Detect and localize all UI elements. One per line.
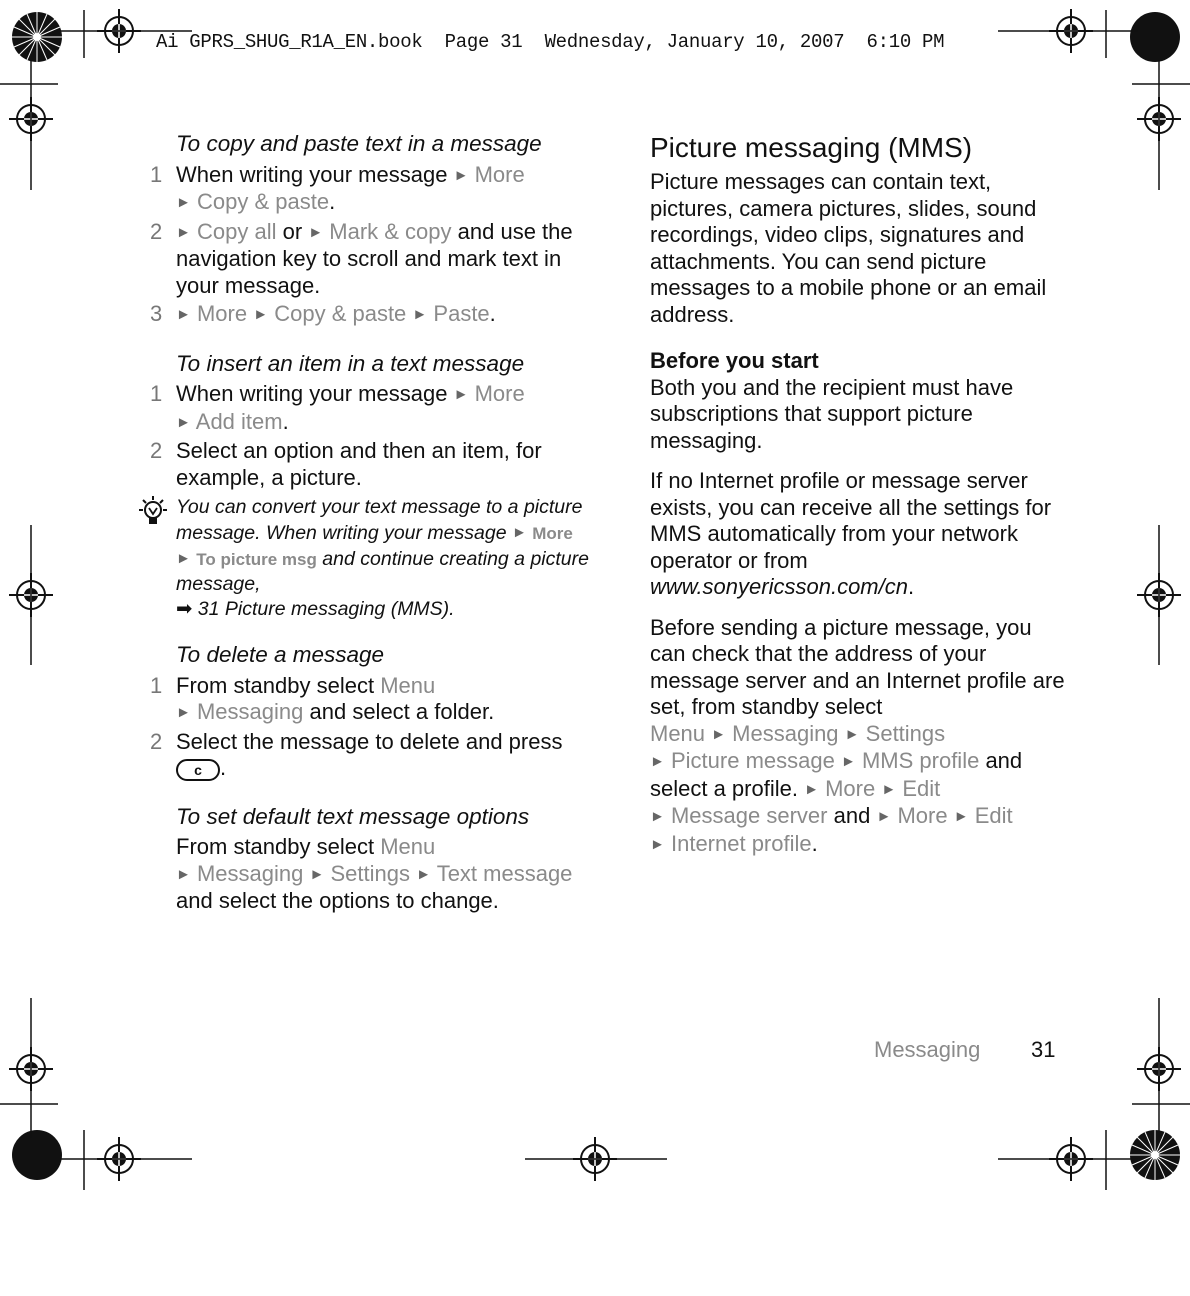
default-options-text: From standby select Menu ► Messaging ► Settings ► Text message and select the options to change. [176, 834, 573, 913]
section-title-copy-paste: To copy and paste text in a message [176, 131, 542, 156]
tip-note [136, 495, 590, 622]
paragraph: If no Internet profile or message server exists, you can receive all the settings for MMS automatically from your network operator or from www.sonyericsson.com/cn. [650, 468, 1052, 599]
step-text: From standby select Menu ► Messaging and select a folder. [176, 672, 495, 724]
step-number: 1 [150, 672, 163, 698]
step-text: ► More ► Copy & paste ► Paste. [176, 301, 496, 326]
left-column [150, 131, 590, 915]
step-text: Select the message to delete and press c . [176, 728, 563, 780]
step-text: When writing your message ► More ► Add item. [176, 381, 525, 434]
print-header: Ai GPRS_SHUG_R1A_EN.book Page 31 Wednesday, January 10, 2007 6:10 PM [156, 31, 945, 53]
step-text: ► Copy all or ► Mark & copy and use the navigation key to scroll and mark text in your message. [176, 218, 573, 298]
list-item [150, 729, 590, 782]
list-item [150, 673, 590, 727]
section-title-insert-item: To insert an item in a text message [176, 350, 525, 376]
intro-paragraph: Picture messages can contain text, pictures, camera pictures, slides, sound recordings, video clips, signatures and attachments. You can send picture messages to a mobile phone or an email address. [650, 169, 1047, 327]
list-item [150, 381, 590, 436]
list-item [150, 301, 590, 329]
page-title: Picture messaging (MMS) [650, 132, 973, 163]
section-title-default-options: To set default text message options [176, 803, 530, 829]
paragraph: Both you and the recipient must have subscriptions that support picture messaging. [650, 374, 1014, 453]
tip-text: You can convert your text message to a picture message. When writing your message ► More ► To picture msg and continue creating a picture message, ➡ 31 Picture messaging (MMS). [176, 496, 589, 620]
step-text: Select an option and then an item, for example, a picture. [176, 438, 542, 490]
step-number: 2 [150, 438, 163, 463]
paragraph: Before sending a picture message, you can check that the address of your message server and an Internet profile are set, from standby select Menu ► Messaging ► Settings ► Picture message ► MMS profile and select a profile. ► More ► Edit ► Message server and ► More ► Edit ► Internet profile. [650, 614, 1065, 856]
lightbulb-icon [136, 495, 176, 622]
step-number: 1 [150, 381, 163, 406]
cross-reference-arrow-icon: ➡ [176, 598, 193, 620]
step-number: 1 [150, 161, 163, 187]
list-item [150, 438, 590, 491]
section-title-delete: To delete a message [176, 642, 385, 667]
step-number: 2 [150, 218, 163, 244]
right-column [650, 131, 1070, 858]
step-text: When writing your message ► More ► Copy & paste. [176, 161, 525, 214]
step-number: 2 [150, 728, 163, 754]
page-number: 31 [1031, 1037, 1056, 1062]
list-item [150, 219, 590, 300]
footer-section-name: Messaging [874, 1037, 981, 1062]
subheading-before-you-start: Before you start [650, 348, 819, 373]
website-link: www.sonyericsson.com/cn [650, 574, 908, 599]
step-number: 3 [150, 301, 163, 326]
c-key-icon: c [176, 759, 220, 781]
list-item [150, 162, 590, 217]
